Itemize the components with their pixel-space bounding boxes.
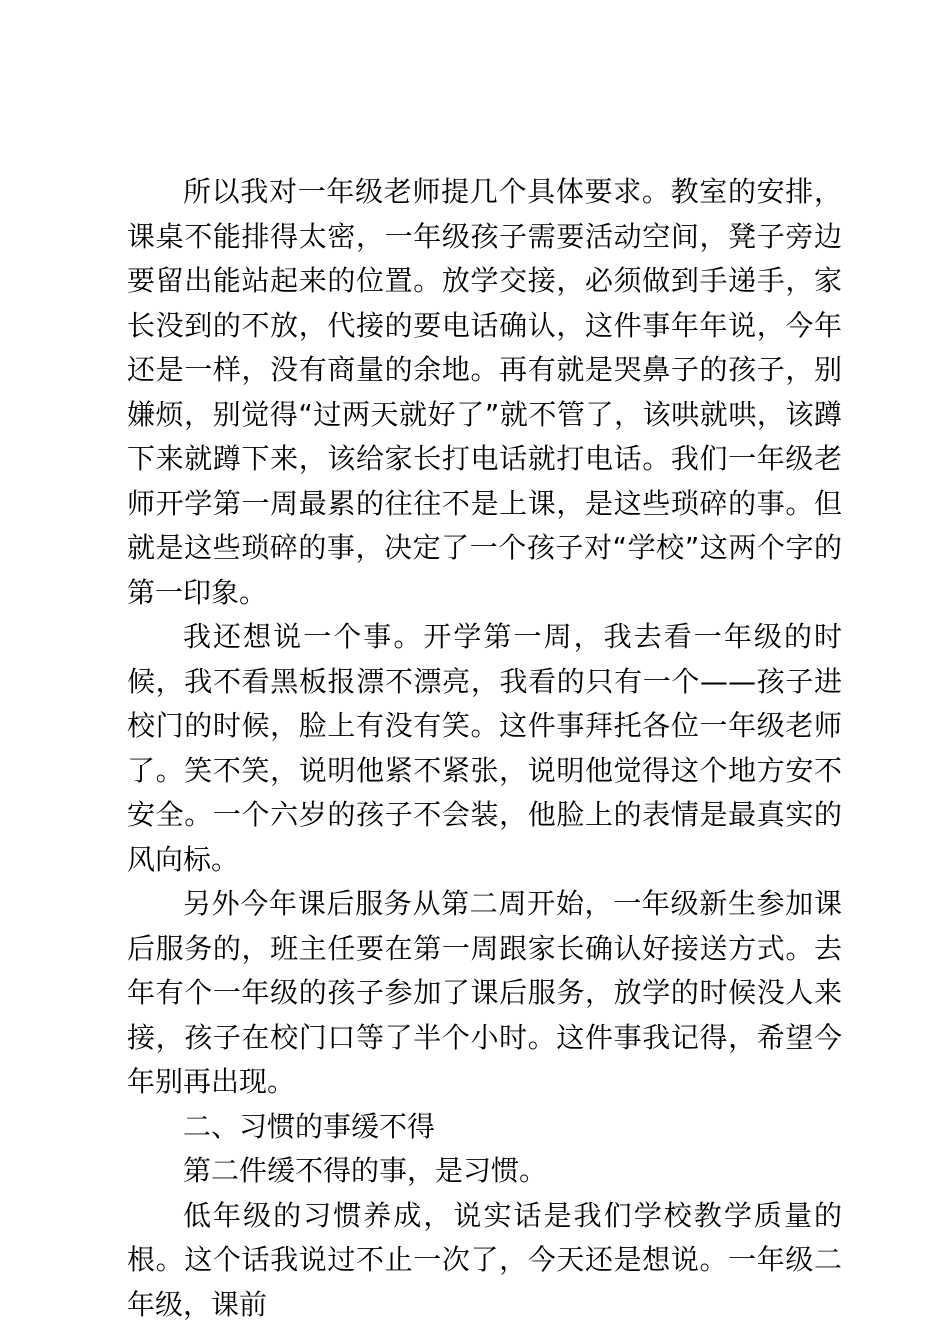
section-heading-habits: 二、习惯的事缓不得 — [183, 1109, 436, 1143]
paragraph-after-school-service: 另外今年课后服务从第二周开始，一年级新生参加课后服务的，班主任要在第一周跟家长确认好接送方式。去年有个一年级的孩子参加了课后服务，放学的时候没人来接，孩子在校门口等了半个小时。这件事我记得，希望今年别再出现。 — [127, 887, 842, 1098]
document-body — [127, 170, 842, 1327]
paragraph-first-grade-requirements: 所以我对一年级老师提几个具体要求。教室的安排，课桌不能排得太密，一年级孩子需要活动空间，凳子旁边要留出能站起来的位置。放学交接，必须做到手递手，家长没到的不放，代接的要电话确认，这件事年年说，今年还是一样，没有商量的余地。再有就是哭鼻子的孩子，别嫌烦，别觉得“过两天就好了”就不管了，该哄就哄，该蹲下来就蹲下来，该给家长打电话就打电话。我们一年级老师开学第一周最累的往往不是上课，是这些琐碎的事。但就是这些琐碎的事，决定了一个孩子对“学校”这两个字的第一印象。 — [127, 175, 842, 609]
paragraph-habit-formation: 低年级的习惯养成，说实话是我们学校教学质量的根。这个话我说过不止一次了，今天还是想说。一年级二年级，课前 — [127, 1198, 842, 1321]
paragraph-children-smile: 我还想说一个事。开学第一周，我去看一年级的时候，我不看黑板报漂不漂亮，我看的只有一个——孩子进校门的时候，脸上有没有笑。这件事拜托各位一年级老师了。笑不笑，说明他紧不紧张，说明他觉得这个地方安不安全。一个六岁的孩子不会装，他脸上的表情是最真实的风向标。 — [127, 620, 842, 876]
paragraph-habits-intro: 第二件缓不得的事，是习惯。 — [183, 1154, 548, 1187]
